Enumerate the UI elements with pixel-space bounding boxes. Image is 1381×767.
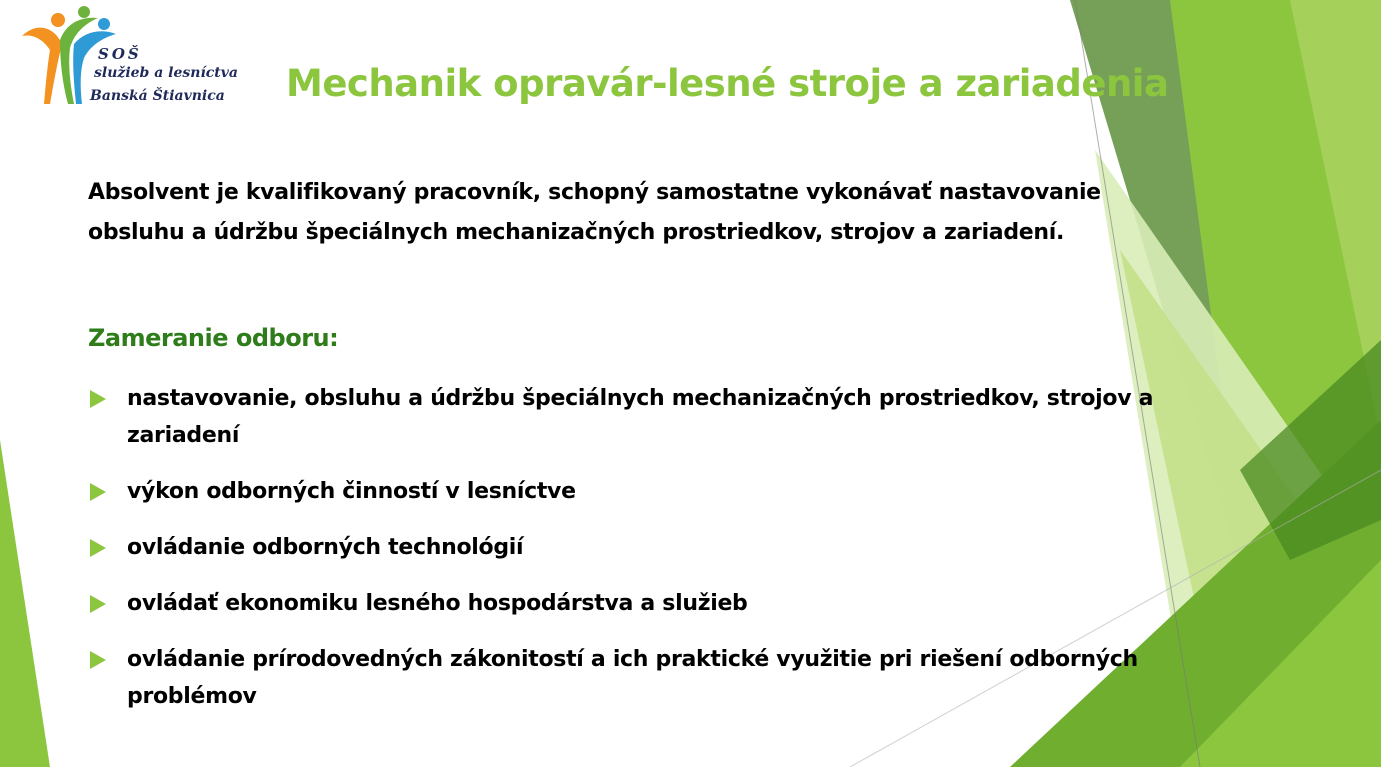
focus-item-text: ovládanie prírodovedných zákonitostí a ich praktické využitie pri riešení odborných problémov <box>127 647 1138 709</box>
focus-heading: Zameranie odboru: <box>88 324 339 352</box>
focus-item-text: ovládať ekonomiku lesného hospodárstva a služieb <box>127 591 748 616</box>
triangle-bullet-icon <box>90 595 106 613</box>
focus-item <box>88 641 1168 715</box>
triangle-bullet-icon <box>90 483 106 501</box>
focus-list <box>88 380 1168 734</box>
logo-text-services: služieb a lesníctva <box>94 65 238 81</box>
logo-text-town: Banská Štiavnica <box>90 88 225 104</box>
intro-paragraph: Absolvent je kvalifikovaný pracovník, schopný samostatne vykonávať nastavovanie obsluhu a údržbu špeciálnych mechanizačných prostriedkov, strojov a zariadení. <box>88 180 1101 245</box>
focus-item-text: ovládanie odborných technológií <box>127 535 524 560</box>
focus-item <box>88 529 1168 566</box>
focus-item-text: výkon odborných činností v lesníctve <box>127 479 576 504</box>
slide-title: Mechanik opravár-lesné stroje a zariadenia <box>286 62 1169 105</box>
focus-item-text: nastavovanie, obsluhu a údržbu špeciálnych mechanizačných prostriedkov, strojov a zariadení <box>127 386 1154 448</box>
school-logo <box>14 4 254 116</box>
focus-item <box>88 585 1168 622</box>
focus-item <box>88 473 1168 510</box>
focus-item <box>88 380 1168 454</box>
triangle-bullet-icon <box>90 651 106 669</box>
logo-text-school: SOŠ <box>98 45 142 63</box>
triangle-bullet-icon <box>90 539 106 557</box>
triangle-bullet-icon <box>90 390 106 408</box>
